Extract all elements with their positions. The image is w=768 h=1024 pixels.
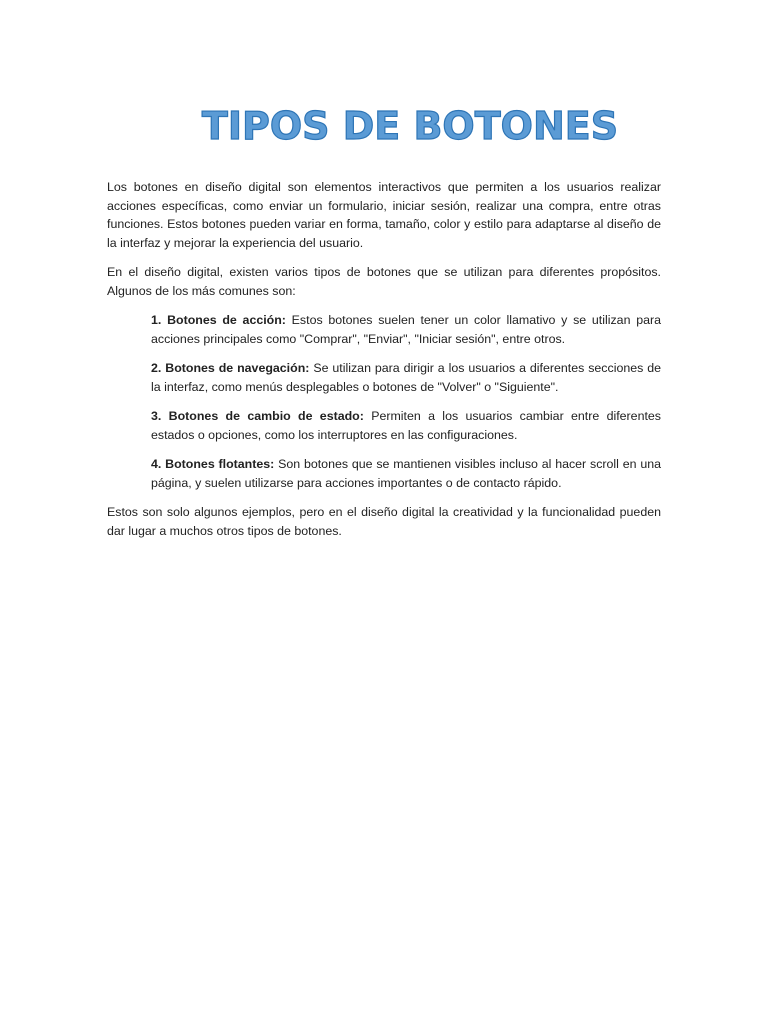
conclusion-paragraph: Estos son solo algunos ejemplos, pero en el diseño digital la creatividad y la funcionalidad pueden dar lugar a muchos otros tipos de botones. xyxy=(107,505,661,538)
types-intro-paragraph: En el diseño digital, existen varios tipos de botones que se utilizan para diferentes propósitos. Algunos de los más comunes son: xyxy=(107,265,661,298)
list-item-text: Permiten a los usuarios cambiar entre diferentes estados o opciones, como los interruptores en las configuraciones. xyxy=(151,409,661,442)
button-types-list xyxy=(107,311,661,492)
list-item xyxy=(151,359,661,396)
list-item-heading: 3. Botones de cambio de estado: xyxy=(151,409,364,423)
list-item-text: Son botones que se mantienen visibles incluso al hacer scroll en una página, y suelen utilizarse para acciones importantes o de contacto rápido. xyxy=(151,457,661,490)
list-item xyxy=(151,311,661,348)
document-body xyxy=(107,178,661,551)
intro-paragraph: Los botones en diseño digital son elementos interactivos que permiten a los usuarios realizar acciones específicas, como enviar un formulario, iniciar sesión, realizar una compra, entre otras funciones. Estos botones pueden variar en forma, tamaño, color y estilo para adaptarse al diseño de la interfaz y mejorar la experiencia del usuario. xyxy=(107,180,661,250)
list-item-text: Estos botones suelen tener un color llamativo y se utilizan para acciones principales como "Comprar", "Enviar", "Iniciar sesión", entre otros. xyxy=(151,313,661,346)
page-title: TIPOS DE BOTONES xyxy=(201,104,619,148)
list-item-heading: 2. Botones de navegación: xyxy=(151,361,310,375)
list-item xyxy=(151,455,661,492)
list-item-heading: 4. Botones flotantes: xyxy=(151,457,275,471)
list-item-heading: 1. Botones de acción: xyxy=(151,313,286,327)
list-item-text: Se utilizan para dirigir a los usuarios a diferentes secciones de la interfaz, como menús desplegables o botones de "Volver" o "Siguiente". xyxy=(151,361,662,394)
list-item xyxy=(151,407,661,444)
